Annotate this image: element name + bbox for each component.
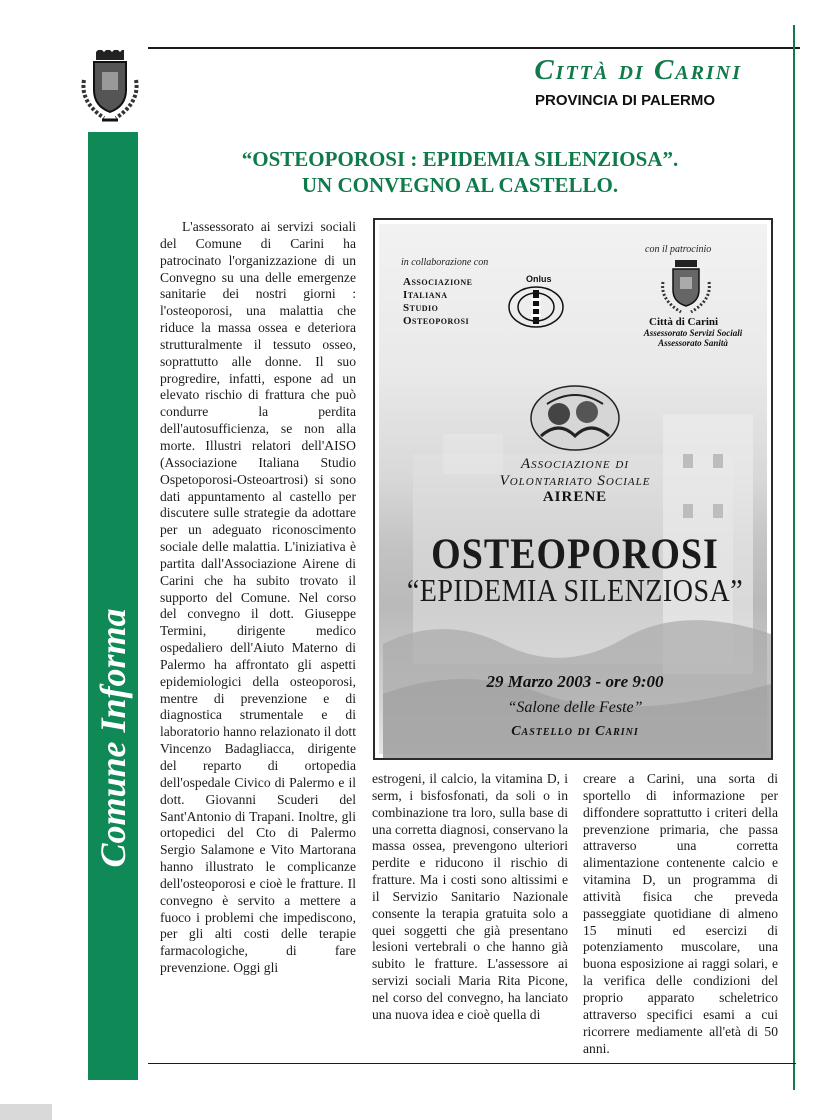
province-subtitle: PROVINCIA DI PALERMO [534, 92, 715, 109]
event-poster [373, 218, 773, 760]
poster-volunteer-line-2: Volontariato Sociale [499, 473, 651, 489]
article-column-3: creare a Carini, una sorta di sportello di informazione per diffondere soprattutto i criteri della prevenzione primaria, che passa attraverso una corretta alimentazione contenente calcio e vitamina D, un programma di attività fisica che preveda passeggiate quotidiane di almeno 15 minuti ed esercizi di potenziamento muscolare, una buona esposizione ai raggi solari, e la verifica delle condizioni del proprio apparato scheletrico attraverso specifici esami a cui ricorrere mediamente all'età di 50 anni. [583, 771, 778, 1056]
poster-venue: “Salone delle Feste” [507, 699, 643, 716]
poster-department-2: Assessorato Sanità [658, 338, 728, 348]
poster-aiso-line-1: Associazione [403, 276, 473, 288]
poster-volunteer-line-1: Associazione di [521, 456, 629, 472]
aiso-logo-icon [507, 284, 565, 330]
poster-volunteer-association [379, 456, 771, 490]
poster-onlus-label: Onlus [526, 274, 552, 284]
poster-aiso-line-2: Italiana [403, 289, 448, 301]
bottom-rule [148, 1063, 796, 1064]
headline-line-1: “OSTEOPOROSI : EPIDEMIA SILENZIOSA”. [241, 147, 679, 171]
sidebar-label-wrap [88, 132, 138, 1080]
poster-background [379, 224, 767, 754]
poster-city-crest-icon [657, 258, 715, 316]
city-title: Città di Carini [534, 54, 742, 86]
city-crest-icon [78, 50, 142, 126]
poster-aiso-name [403, 276, 473, 328]
article-column-1: L'assessorato ai servizi sociali del Comune di Carini ha patrocinato l'organizzazione di un Convegno su una delle emergenze sanitarie dei nostri giorni : l'osteoporosi, una malattia che riduce la massa ossea e deteriora strutturalmente il tessuto osseo, soprattutto alle donne. Il suo progredire, infatti, espone ad un elevato rischio di frattura che può condurre la perdita dell'autosufficienza, se non alla morte. Illustri relatori dell'AISO (Associazione Italiana Studio Ospetoporosi-Osteoartrosi) si sono dati appuntamento al castello per discutere sulle strategie da adottare per un adeguato riconoscimento sociale delle malattia. L'iniziativa è partita dall'Associazione Airene di Carini che ha subito trovato il supporto del Comune. Nel corso del convegno il dott. Giuseppe Termini, dirigente medico ospedaliero dell'Aiuto Materno di Palermo ha affrontato gli aspetti epidemiologici della osteoporosi, mentre di prevenzione e di diagnostica strumentale e di laboratorio hanno relazionato il dott Vincenzo Badagliacca, dirigente del reparto di ortopedia dell'ospedale Civico di Palermo e il dott. Giovanni Scuderi del Sant'Antonio di Trapani. Inoltre, gli ortopedici del Cto di Palermo Sergio Salamone e Vito Martorana hanno illustrato le complicanze dell'osteoporosi e cioè le fratture. Il convegno è servito a mettere a fuoco i problemi che impediscono, per gli alti costi delle terapie farmacologiche, di fare prevenzione. Oggi gli [160, 219, 356, 976]
poster-airene: AIRENE [542, 489, 608, 505]
scan-edge-mark [0, 1104, 52, 1120]
poster-subtitle: “EPIDEMIA SILENZIOSA” [406, 573, 744, 610]
top-rule [148, 47, 800, 49]
sidebar-label: Comune Informa [93, 608, 133, 868]
poster-patronage-label: con il patrocinio [645, 244, 712, 255]
poster-date: 29 Marzo 2003 - ore 9:00 [486, 672, 664, 691]
volunteer-association-logo-icon [529, 384, 621, 452]
headline-line-2: UN CONVEGNO AL CASTELLO. [301, 173, 619, 197]
article-column-2: estrogeni, il calcio, la vitamina D, i serm, i bisfosfonati, da soli o in combinazione tra loro, sulla base di una corretta diagnosi, conservano la massa ossea, prevengono ulteriori perdite e riducono il rischio di fratture. Ma i costi sono altissimi e il Servizio Sanitario Nazionale consente la terapia gratuita solo a quei soggetti che già presentano lesioni vertebrali o che hanno già subito le fratture. L'assessore ai servizi sociali Maria Rita Picone, nel corso del convegno, ha lanciato una nuova idea e cioè quella di [372, 771, 568, 1022]
poster-collab-label: in collaborazione con [401, 257, 489, 268]
poster-city-name: Città di Carini [649, 316, 719, 328]
poster-aiso-line-3: Studio [403, 302, 439, 314]
article-headline [180, 146, 740, 198]
poster-aiso-line-4: Osteoporosi [403, 315, 470, 327]
poster-title: OSTEOPOROSI [431, 529, 719, 579]
poster-department-1: Assessorato Servizi Sociali [643, 328, 743, 338]
poster-departments [623, 328, 763, 348]
poster-place: Castello di Carini [511, 724, 639, 739]
right-green-rule [793, 25, 795, 1090]
